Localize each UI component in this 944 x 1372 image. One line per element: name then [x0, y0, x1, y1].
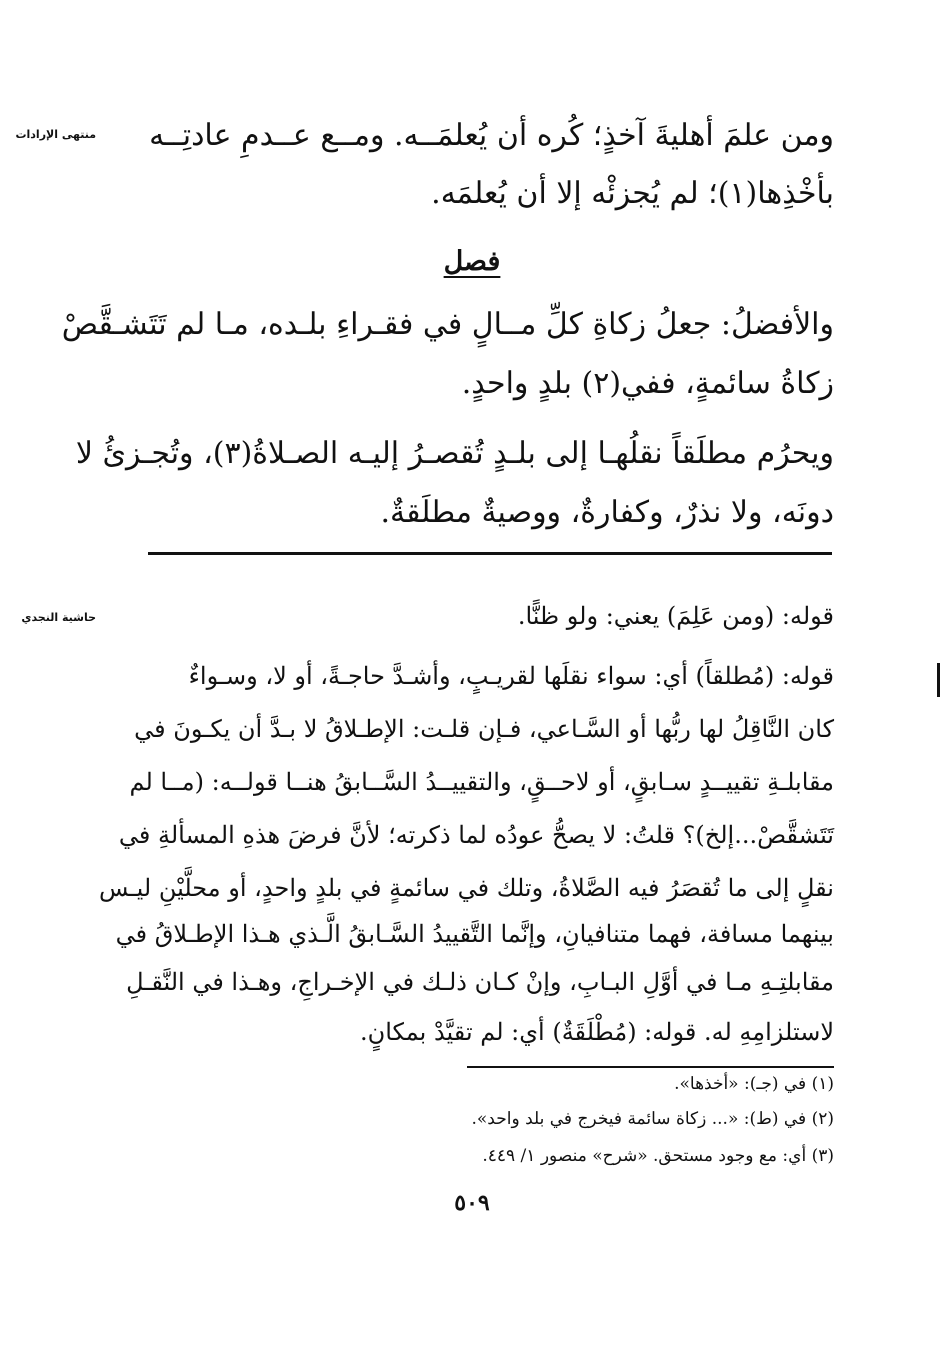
sharh-line: قوله: (ومن عَلِمَ) يعني: ولو ظنًّا. [517, 602, 834, 630]
footnote: (١) في (جـ): «أخذها». [674, 1074, 834, 1094]
matn-line: ويحرُم مطلَقاً نقلُهـا إلى بلـدٍ تُقصـرُ إليـه الصـلاةُ(٣)، وتُجـزئُ لا [75, 436, 834, 471]
sharh-line: قوله: (مُطلقاً) أي: سواء نقلَها لقريـبٍ، وأشـدَّ حاجـةً، أو لا، وسـواءٌ [188, 662, 834, 690]
sharh-line: بينهما مسافة، فهما متنافيانِ، وإنَّما التَّقييدُ السَّـابقُ الَّـذي هـذا الإطـلاقُ في [115, 920, 834, 948]
matn-line: دونَه، ولا نذرٌ، وكفارةٌ، ووصيةٌ مطلَقةٌ. [380, 495, 834, 530]
matn-line: بأخْذِها(١)؛ لم يُجزئْه إلا أن يُعلمَه. [431, 176, 834, 211]
sharh-line: مقابلـةِ تقييــدٍ سـابقٍ، أو لاحــقٍ، والتقييــدُ السَّــابقُ هنــا قولــه: (مــا لم [129, 768, 834, 796]
sharh-line: لاستلزامِهِ له. قوله: (مُطْلَقَةٌ) أي: لم تقيَّدْ بمكانٍ. [359, 1018, 834, 1046]
sharh-line: مقابلتِـهِ مـا في أوَّلِ البـابِ، وإنْ كـان ذلـك في الإخـراجِ، وهـذا في النَّقـلِ [126, 968, 834, 996]
sharh-line: نقلٍ إلى ما تُقصَرُ فيه الصَّلاةُ، وتلك في سائمةٍ في بلدٍ واحدٍ، أو محلَّيْنِ ليـس [99, 874, 834, 902]
matn-line: ومن علمَ أهليةَ آخذٍ؛ كُره أن يُعلمَــه. ومــع عــدمِ عادتِــه [149, 118, 834, 153]
page-number: ٥٠٩ [454, 1190, 490, 1216]
section-heading: فصل [443, 246, 501, 277]
footnote: (٢) في (ط): «... زكاة سائمة فيخرج في بلد واحد». [471, 1109, 834, 1129]
side-label-commentary-title: حاشية النجدي [21, 611, 96, 624]
footnote-divider [467, 1066, 834, 1068]
matn-line: زكاةُ سائمةٍ، ففي(٢) بلدٍ واحدٍ. [461, 366, 834, 401]
matn-line: والأفضلُ: جعلُ زكاةِ كلِّ مــالٍ في فقـراءِ بلـده، مـا لم تَتَشـقَّصْ [61, 307, 834, 342]
footnote: (٣) أي: مع وجود مستحق. «شرح» منصور ١/ ٤٤٩. [482, 1146, 834, 1166]
sharh-line: تَتَشقَّصْ...إلخ)؟ قلتُ: لا يصحُّ عودُه لما ذكرته؛ لأنَّ فرضَ هذهِ المسألةِ في [118, 821, 834, 849]
side-label-book-title: منتهى الإرادات [15, 128, 96, 141]
section-divider [148, 552, 832, 555]
sharh-line: كان النَّاقِلُ لها ربُّها أو السَّـاعي، فـإن قلـت: الإطـلاقُ لا بـدَّ أن يكـونَ في [134, 715, 834, 743]
margin-mark [937, 663, 940, 697]
